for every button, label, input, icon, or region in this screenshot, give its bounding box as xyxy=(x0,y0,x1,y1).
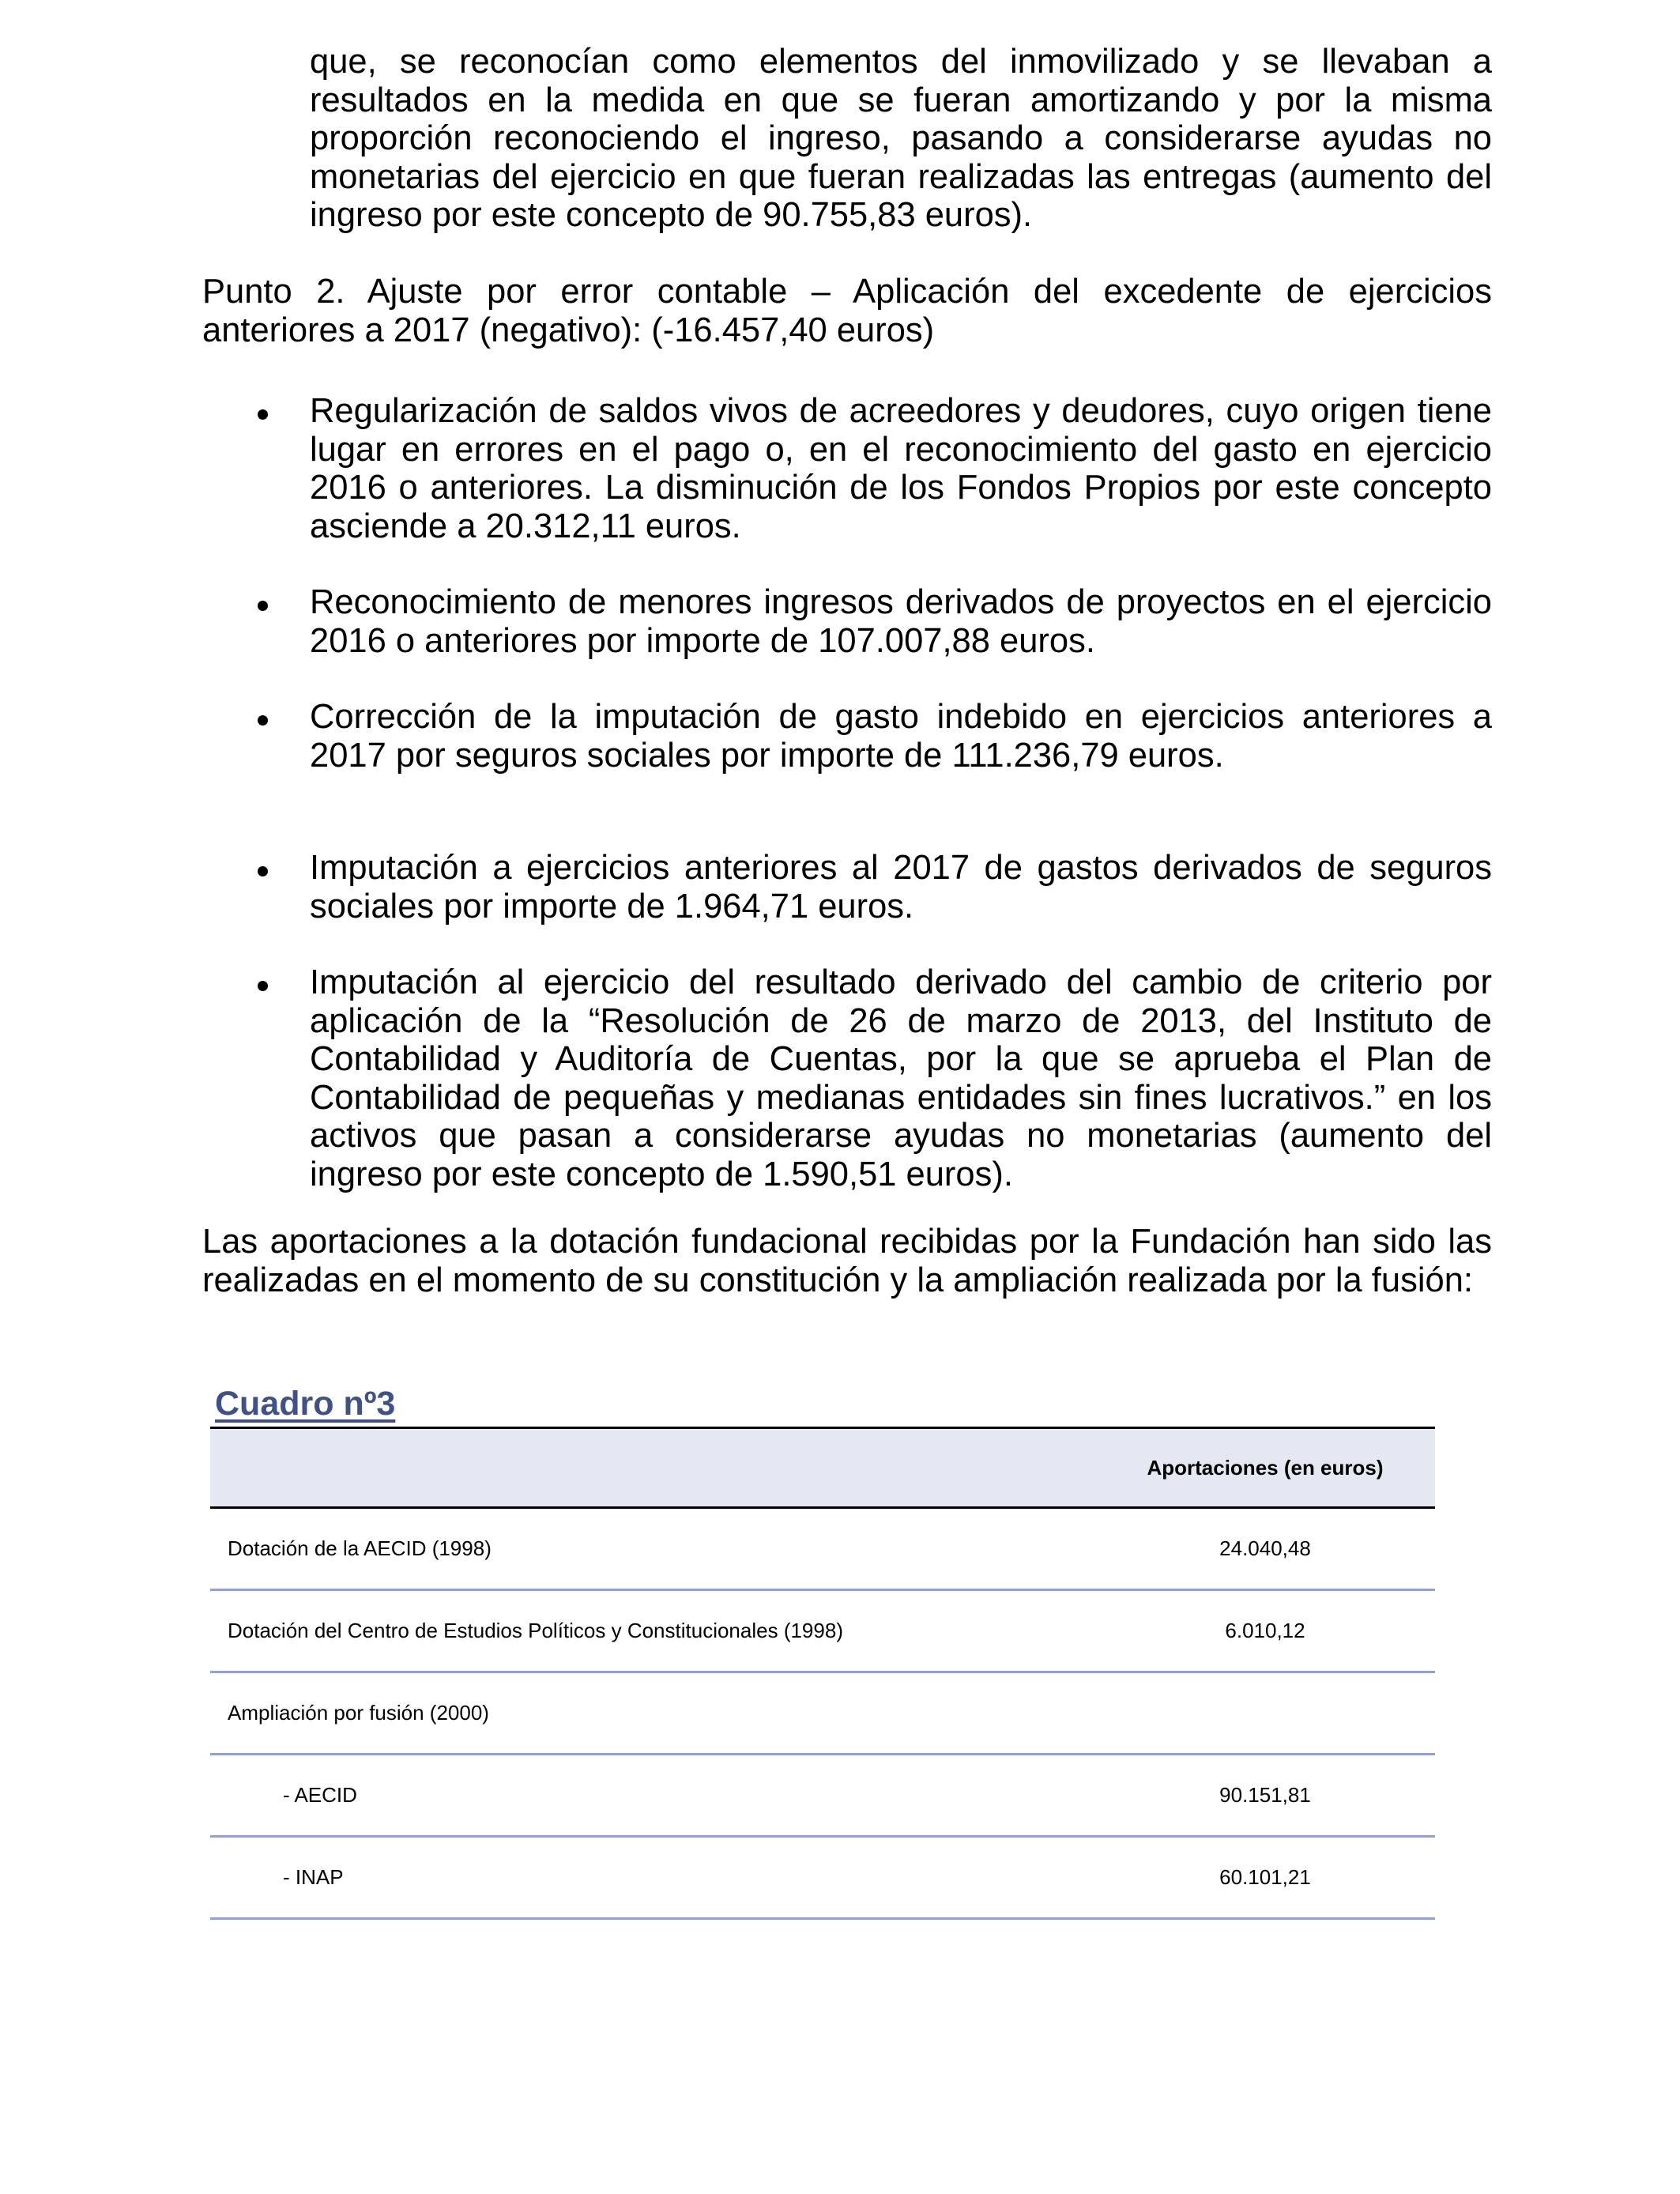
adjustments-list xyxy=(202,698,1492,775)
bullet-icon xyxy=(258,715,268,726)
table-title xyxy=(215,1385,395,1423)
row-label: Dotación del Centro de Estudios Políticos y Constitucionales (1998) xyxy=(228,1619,843,1642)
row-value xyxy=(1103,1673,1427,1753)
bullet-icon xyxy=(258,601,268,611)
punto2-heading: Punto 2. Ajuste por error contable – Aplicación del excedente de ejercicios anteriores a 2017 (negativo): (-16.457,40 euros) xyxy=(202,273,1492,349)
intro-paragraph: que, se reconocían como elementos del inmovilizado y se llevaban a resultados en la medida en que se fueran amortizando y por la misma proporción reconociendo el ingreso, pasando a considerarse ayudas no monetarias del ejercicio en que fueran realizadas las entregas (aumento del ingreso por este concepto de 90.755,83 euros). xyxy=(310,43,1492,235)
table-row xyxy=(210,1838,1435,1920)
header-aportaciones: Aportaciones (en euros) xyxy=(1147,1455,1384,1480)
table-row xyxy=(210,1591,1435,1673)
row-label: Dotación de la AECID (1998) xyxy=(228,1536,492,1560)
list-item-text: Regularización de saldos vivos de acreedores y deudores, cuyo origen tiene lugar en errores en el pago o, en el reconocimiento del gasto en ejercicio 2016 o anteriores. La disminución de los Fondos Propios por este concepto asciende a 20.312,11 euros. xyxy=(310,392,1492,545)
list-item xyxy=(202,698,1492,775)
contributions-table xyxy=(210,1427,1435,1920)
adjustments-list xyxy=(202,583,1492,660)
list-item xyxy=(202,583,1492,660)
row-label: - INAP xyxy=(283,1865,344,1889)
table-header xyxy=(210,1427,1435,1509)
closing-paragraph: Las aportaciones a la dotación fundacional recibidas por la Fundación han sido las realizadas en el momento de su constitución y la ampliación realizada por la fusión: xyxy=(202,1223,1492,1299)
list-item-text: Corrección de la imputación de gasto indebido en ejercicios anteriores a 2017 por seguros sociales por importe de 111.236,79 euros. xyxy=(310,698,1492,775)
list-item-text: Imputación al ejercicio del resultado derivado del cambio de criterio por aplicación de la “Resolución de 26 de marzo de 2013, del Instituto de Contabilidad y Auditoría de Cuentas, por la que se aprueba el Plan de Contabilidad de pequeñas y medianas entidades sin fines lucrativos.” en los activos que pasan a considerarse ayudas no monetarias (aumento del ingreso por este concepto de 1.590,51 euros). xyxy=(310,963,1492,1193)
list-item-text: Imputación a ejercicios anteriores al 2017 de gastos derivados de seguros sociales por importe de 1.964,71 euros. xyxy=(310,849,1492,925)
list-item xyxy=(202,849,1492,925)
bullet-icon xyxy=(258,409,268,420)
row-label: Ampliación por fusión (2000) xyxy=(228,1701,489,1725)
table-row xyxy=(210,1673,1435,1755)
list-item xyxy=(202,963,1492,1194)
bullet-icon xyxy=(258,981,268,991)
row-value: 24.040,48 xyxy=(1219,1536,1311,1560)
table-title-text: Cuadro nº3 xyxy=(215,1385,396,1423)
row-value: 6.010,12 xyxy=(1225,1619,1305,1642)
list-item-text: Reconocimiento de menores ingresos derivados de proyectos en el ejercicio 2016 o anteriores por importe de 107.007,88 euros. xyxy=(310,583,1492,660)
table-row xyxy=(210,1509,1435,1591)
row-value: 60.101,21 xyxy=(1219,1865,1311,1889)
row-value: 90.151,81 xyxy=(1219,1783,1311,1807)
bullet-icon xyxy=(258,866,268,876)
row-label: - AECID xyxy=(283,1783,357,1807)
adjustments-list xyxy=(202,392,1492,545)
table-row xyxy=(210,1755,1435,1838)
adjustments-list xyxy=(202,963,1492,1194)
list-item xyxy=(202,392,1492,545)
adjustments-list xyxy=(202,849,1492,925)
